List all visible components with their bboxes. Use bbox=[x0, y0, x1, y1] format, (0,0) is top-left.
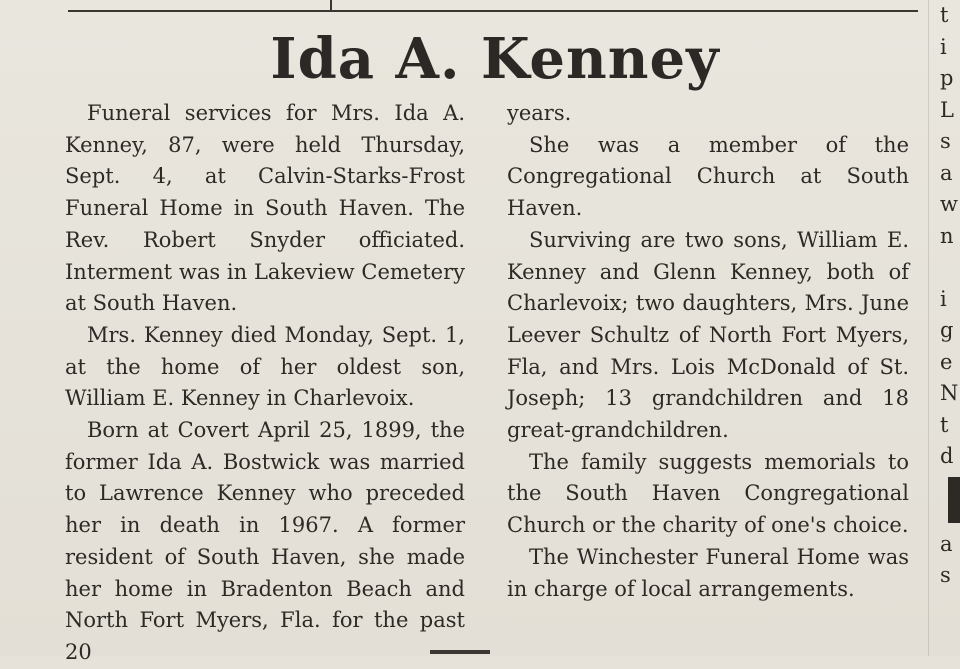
fragment-letter: s bbox=[940, 129, 951, 153]
adjacent-column-fragment bbox=[940, 0, 960, 656]
fragment-letter bbox=[940, 252, 960, 284]
fragment-letter: a bbox=[940, 160, 953, 185]
paragraph-services: Funeral services for Mrs. Ida A. Kenney, 87, were held Thursday, Sept. 4, at Calvin-Starks-Frost Funeral Home in South Haven. The Rev. Robert Snyder officiated. Interment was in Lakeview Cemetery at South Haven. bbox=[65, 101, 465, 316]
article-column-1 bbox=[65, 98, 465, 669]
fragment-letter: n bbox=[940, 223, 954, 248]
fragment-letter: p bbox=[940, 66, 954, 90]
paragraph-memorials: The family suggests memorials to the South Haven Congregational Church or the charity of one's choice. bbox=[507, 449, 909, 538]
paragraph-continuation: years. bbox=[507, 101, 572, 125]
paragraph-survivors: Surviving are two sons, William E. Kenney and Glenn Kenney, both of Charlevoix; two daughters, Mrs. June Leever Schultz of North Fort Myers, Fla, and Mrs. Lois McDonald of St. Joseph; 13 grandchildren and 18 great-grandchildren. bbox=[507, 227, 909, 443]
fragment-letter: s bbox=[940, 563, 951, 587]
fragment-letter: d bbox=[940, 444, 954, 468]
fragment-letter: i bbox=[940, 34, 947, 59]
top-rule bbox=[68, 10, 918, 12]
fragment-letter: a bbox=[940, 531, 953, 556]
paragraph-church: She was a member of the Congregational Church at South Haven. bbox=[507, 132, 909, 221]
fragment-letter: t bbox=[940, 3, 949, 27]
fragment-letter: N bbox=[940, 381, 959, 405]
headline-fragment-block bbox=[948, 477, 960, 523]
fragment-letter: t bbox=[940, 412, 949, 437]
fragment-letter: e bbox=[940, 349, 953, 374]
fragment-letter: g bbox=[940, 318, 954, 342]
column-separator-tick bbox=[330, 0, 332, 12]
bottom-rule-fragment bbox=[430, 650, 490, 654]
obituary-headline: Ida A. Kenney bbox=[270, 26, 720, 92]
paragraph-death: Mrs. Kenney died Monday, Sept. 1, at the home of her oldest son, William E. Kenney in Charlevoix. bbox=[65, 322, 465, 411]
fragment-letter: w bbox=[940, 192, 958, 216]
article-column-2 bbox=[507, 98, 909, 605]
paragraph-arrangements: The Winchester Funeral Home was in charge of local arrangements. bbox=[507, 544, 909, 601]
paragraph-biography: Born at Covert April 25, 1899, the former Ida A. Bostwick was married to Lawrence Kenney who preceded her in death in 1967. A former resident of South Haven, she made her home in Bradenton Beach and North Fort Myers, Fla. for the past 20 bbox=[65, 418, 465, 664]
fragment-letter: i bbox=[940, 286, 947, 311]
fragment-letter: L bbox=[940, 97, 954, 122]
right-column-divider bbox=[928, 0, 929, 656]
